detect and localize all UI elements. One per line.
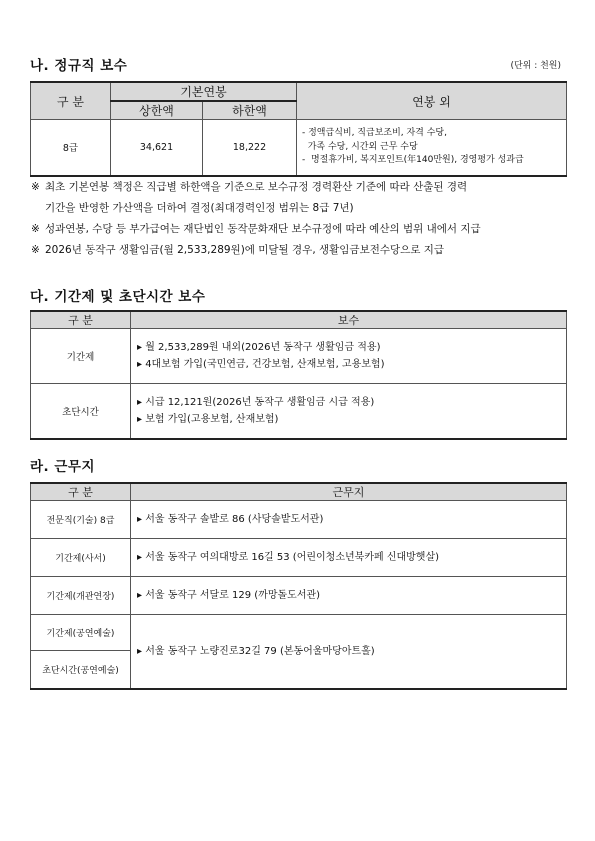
category-cell: 기간제(사서) (31, 539, 131, 577)
pay-detail-line: ▸ 4대보험 가입(국민연금, 건강보험, 산재보험, 고용보험) (137, 359, 385, 370)
pay-detail-line: ▸ 보험 가입(고용보험, 산재보험) (137, 413, 279, 425)
other-pay-line: - 정액급식비, 직급보조비, 자격 수당, (302, 128, 447, 138)
category-cell: 전문직(기술) 8급 (31, 501, 131, 539)
note-line: ※ 성과연봉, 수당 등 부가급여는 재단법인 동작문화재단 보수규정에 따라 예산의 범위 내에서 지급 (31, 223, 481, 235)
header-workplace: 근무지 (131, 483, 567, 501)
category-cell: 기간제 (31, 329, 131, 384)
unit-label: (단위 : 천원) (510, 61, 561, 71)
workplace-table (30, 482, 567, 690)
pay-detail-line: ▸ 시급 12,121원(2026년 동작구 생활임금 시급 적용) (137, 396, 375, 408)
upper-limit-value: 34,621 (111, 120, 203, 176)
workplace-cell: ▸ 서울 동작구 서달로 129 (까망돌도서관) (131, 577, 567, 615)
category-cell: 기간제(공연예술) (31, 615, 131, 651)
note-line: 기간을 반영한 가산액을 더하여 결정(최대경력인정 범위는 8급 7년) (45, 202, 354, 214)
pay-detail-line: ▸ 월 2,533,289원 내외(2026년 동작구 생활임금 적용) (137, 342, 381, 353)
header-category: 구 분 (31, 82, 111, 120)
notes-block (31, 177, 571, 261)
other-pay-line: - 명절휴가비, 복지포인트(年140만원), 경영평가 성과급 (302, 155, 524, 165)
workplace-cell: ▸ 서울 동작구 여의대방로 16길 53 (어린이청소년북카페 신대방햇살) (131, 539, 567, 577)
other-pay-list (297, 120, 567, 176)
category-cell: 기간제(개관연장) (31, 577, 131, 615)
lower-limit-value: 18,222 (203, 120, 297, 176)
header-other-pay: 연봉 외 (297, 82, 567, 120)
pay-detail-cell (131, 329, 567, 384)
regular-pay-table (30, 81, 567, 177)
header-pay: 보수 (131, 311, 567, 329)
contract-pay-table (30, 310, 567, 440)
pay-detail-cell (131, 384, 567, 439)
workplace-cell: ▸ 서울 동작구 노량진로32길 79 (본동어울마당아트홀) (131, 615, 567, 689)
grade-cell: 8급 (31, 120, 111, 176)
header-base-salary: 기본연봉 (111, 82, 297, 101)
section-title-regular-pay: 나. 정규직 보수 (30, 58, 128, 74)
note-line: ※ 2026년 동작구 생활임금(월 2,533,289원)에 미달될 경우, 생활임금보전수당으로 지급 (31, 244, 445, 256)
other-pay-line: 가족 수당, 시간외 근무 수당 (302, 141, 418, 152)
section-title-workplace: 라. 근무지 (30, 459, 95, 475)
note-line: ※ 최초 기본연봉 책정은 직급별 하한액을 기준으로 보수규정 경력환산 기준에 따라 산출된 경력 (31, 181, 468, 193)
category-cell: 초단시간(공연예술) (31, 651, 131, 689)
header-lower-limit: 하한액 (203, 101, 297, 120)
header-category: 구 분 (31, 311, 131, 329)
category-cell: 초단시간 (31, 384, 131, 439)
workplace-cell: ▸ 서울 동작구 솔밭로 86 (사당솔밭도서관) (131, 501, 567, 539)
header-category: 구 분 (31, 483, 131, 501)
section-title-contract-pay: 다. 기간제 및 초단시간 보수 (30, 289, 206, 305)
header-upper-limit: 상한액 (111, 101, 203, 120)
